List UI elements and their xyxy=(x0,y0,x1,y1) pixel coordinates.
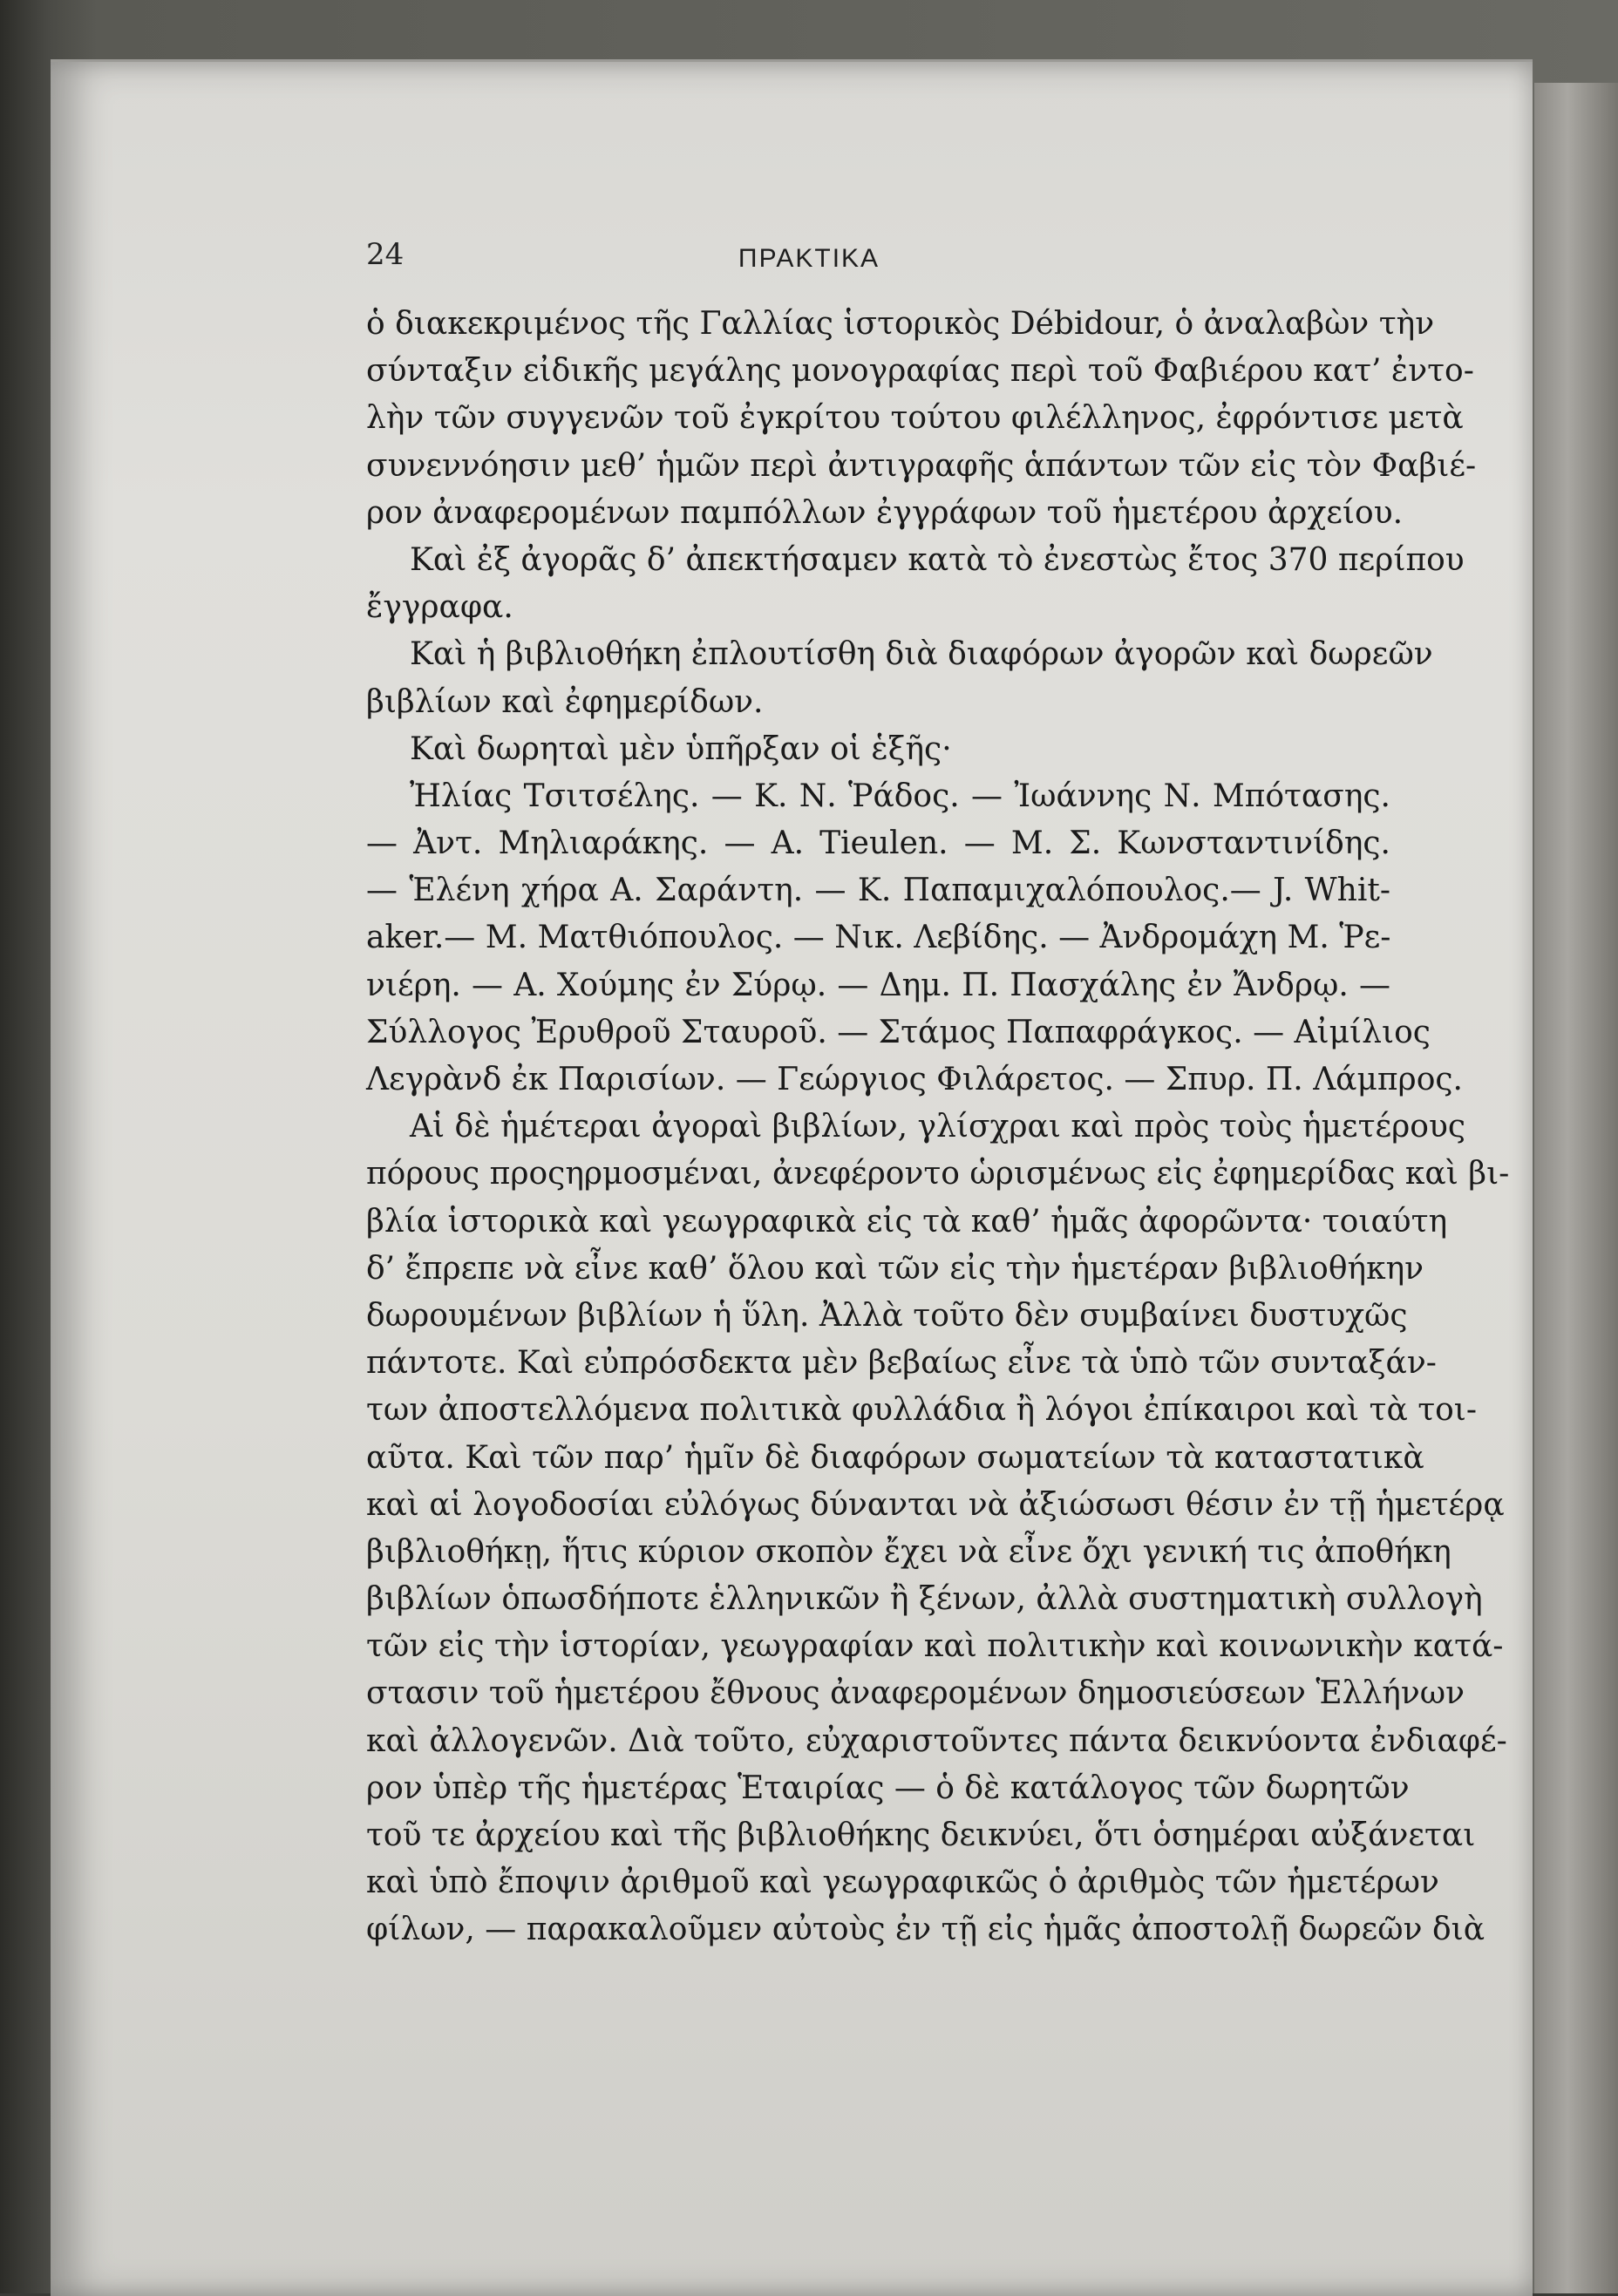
text-line: στασιν τοῦ ἡμετέρου ἔθνους ἀναφερομένων δημοσιεύσεων Ἑλλήνων xyxy=(366,1675,1465,1712)
text-line: των ἀποστελλόμενα πολιτικὰ φυλλάδια ἢ λόγοι ἐπίκαιροι καὶ τὰ τοι- xyxy=(366,1392,1478,1429)
text-line: δωρουμένων βιβλίων ἡ ὕλη. Ἀλλὰ τοῦτο δὲν συμβαίνει δυστυχῶς xyxy=(366,1297,1408,1334)
text-line: δ’ ἔπρεπε νὰ εἶνε καθ’ ὅλου καὶ τῶν εἰς τὴν ἡμετέραν βιβλιοθήκην xyxy=(366,1250,1424,1287)
next-page-edge xyxy=(1534,83,1618,2293)
text-line: Καὶ ἡ βιβλιοθήκη ἐπλουτίσθη διὰ διαφόρων ἀγορῶν καὶ δωρεῶν xyxy=(410,636,1433,673)
body-text xyxy=(366,301,1510,1954)
page-number: 24 xyxy=(366,237,404,272)
text-line: βιβλίων καὶ ἐφημερίδων. xyxy=(366,683,764,720)
text-line: Λεγρὰνδ ἐκ Παρισίων. — Γεώργιος Φιλάρετος. — Σπυρ. Π. Λάμπρος. xyxy=(366,1062,1463,1097)
text-line: καὶ αἱ λογοδοσίαι εὐλόγως δύνανται νὰ ἀξιώσωσι θέσιν ἐν τῇ ἡμετέρᾳ xyxy=(366,1486,1505,1523)
running-title: ΠΡΑΚΤΙΚΑ xyxy=(738,244,880,273)
text-line: λὴν τῶν συγγενῶν τοῦ ἐγκρίτου τούτου φιλέλληνος, ἐφρόντισε μετὰ xyxy=(366,400,1464,437)
text-line: βλία ἱστορικὰ καὶ γεωγραφικὰ εἰς τὰ καθ’ ἡμᾶς ἀφορῶντα· τοιαύτη xyxy=(366,1203,1448,1240)
text-line: ρον ἀναφερομένων παμπόλλων ἐγγράφων τοῦ ἡμετέρου ἀρχείου. xyxy=(366,494,1404,531)
text-line: Σύλλογος Ἐρυθροῦ Σταυροῦ. — Στάμος Παπαφράγκος. — Αἰμίλιος xyxy=(366,1014,1431,1050)
text-line: φίλων, — παρακαλοῦμεν αὐτοὺς ἐν τῇ εἰς ἡμᾶς ἀποστολῇ δωρεῶν διὰ xyxy=(366,1912,1485,1948)
text-line: Ἠλίας Τσιτσέλης. — Κ. Ν. Ῥάδος. — Ἰωάννης Ν. Μπότασης. xyxy=(410,778,1390,814)
text-line: τῶν εἰς τὴν ἱστορίαν, γεωγραφίαν καὶ πολιτικὴν καὶ κοινωνικὴν κατά- xyxy=(366,1628,1504,1665)
text-line: βιβλίων ὁπωσδήποτε ἑλληνικῶν ἢ ξένων, ἀλλὰ συστηματικὴ συλλογὴ xyxy=(366,1581,1483,1618)
text-line: νιέρη. — Α. Χούμης ἐν Σύρῳ. — Δημ. Π. Πασχάλης ἐν Ἄνδρῳ. — xyxy=(366,967,1390,1003)
text-line: πάντοτε. Καὶ εὐπρόσδεκτα μὲν βεβαίως εἶνε τὰ ὑπὸ τῶν συνταξάν- xyxy=(366,1345,1437,1382)
text-line: αῦτα. Καὶ τῶν παρ’ ἡμῖν δὲ διαφόρων σωματείων τὰ καταστατικὰ xyxy=(366,1439,1424,1476)
text-line: βιβλιοθήκῃ, ἥτις κύριον σκοπὸν ἔχει νὰ εἶνε ὄχι γενική τις ἀποθήκη xyxy=(366,1533,1451,1570)
text-line: ὁ διακεκριμένος τῆς Γαλλίας ἱστορικὸς Débidour, ὁ ἀναλαβὼν τὴν xyxy=(366,306,1435,342)
text-line: καὶ ἀλλογενῶν. Διὰ τοῦτο, εὐχαριστοῦντες πάντα δεικνύοντα ἐνδιαφέ- xyxy=(366,1722,1507,1759)
text-line: πόρους προςηρμοσμέναι, ἀνεφέροντο ὡρισμένως εἰς ἐφημερίδας καὶ βι- xyxy=(366,1156,1510,1192)
text-line: συνεννόησιν μεθ’ ἡμῶν περὶ ἀντιγραφῆς ἁπάντων τῶν εἰς τὸν Φαβιέ- xyxy=(366,447,1477,484)
text-line: ἔγγραφα. xyxy=(366,589,513,626)
text-line: aker.— Μ. Ματθιόπουλος. — Νικ. Λεβίδης. — Ἀνδρομάχη Μ. Ῥε- xyxy=(366,920,1391,956)
text-line: — Ἀντ. Μηλιαράκης. — Α. Tieulen. — Μ. Σ. Κωνσταντινίδης. xyxy=(366,825,1390,862)
text-line: Καὶ ἐξ ἀγορᾶς δ’ ἀπεκτήσαμεν κατὰ τὸ ἐνεστὼς ἔτος 370 περίπου xyxy=(410,541,1465,578)
text-line: — Ἑλένη χήρα Α. Σαράντη. — Κ. Παπαμιχαλόπουλος.— J. Whit- xyxy=(366,873,1390,909)
text-line: καὶ ὑπὸ ἔποψιν ἀριθμοῦ καὶ γεωγραφικῶς ὁ ἀριθμὸς τῶν ἡμετέρων xyxy=(366,1865,1439,1901)
text-line: Καὶ δωρηταὶ μὲν ὑπῆρξαν οἱ ἑξῆς· xyxy=(410,730,952,767)
text-line: σύνταξιν εἰδικῆς μεγάλης μονογραφίας περὶ τοῦ Φαβιέρου κατ’ ἐντο- xyxy=(366,353,1474,390)
text-line: τοῦ τε ἀρχείου καὶ τῆς βιβλιοθήκης δεικνύει, ὅτι ὁσημέραι αὐξάνεται xyxy=(366,1817,1476,1853)
text-line: ρον ὑπὲρ τῆς ἡμετέρας Ἑταιρίας — ὁ δὲ κατάλογος τῶν δωρητῶν xyxy=(366,1770,1410,1806)
text-line: Αἱ δὲ ἡμέτεραι ἀγοραὶ βιβλίων, γλίσχραι καὶ πρὸς τοὺς ἡμετέρους xyxy=(410,1109,1466,1145)
